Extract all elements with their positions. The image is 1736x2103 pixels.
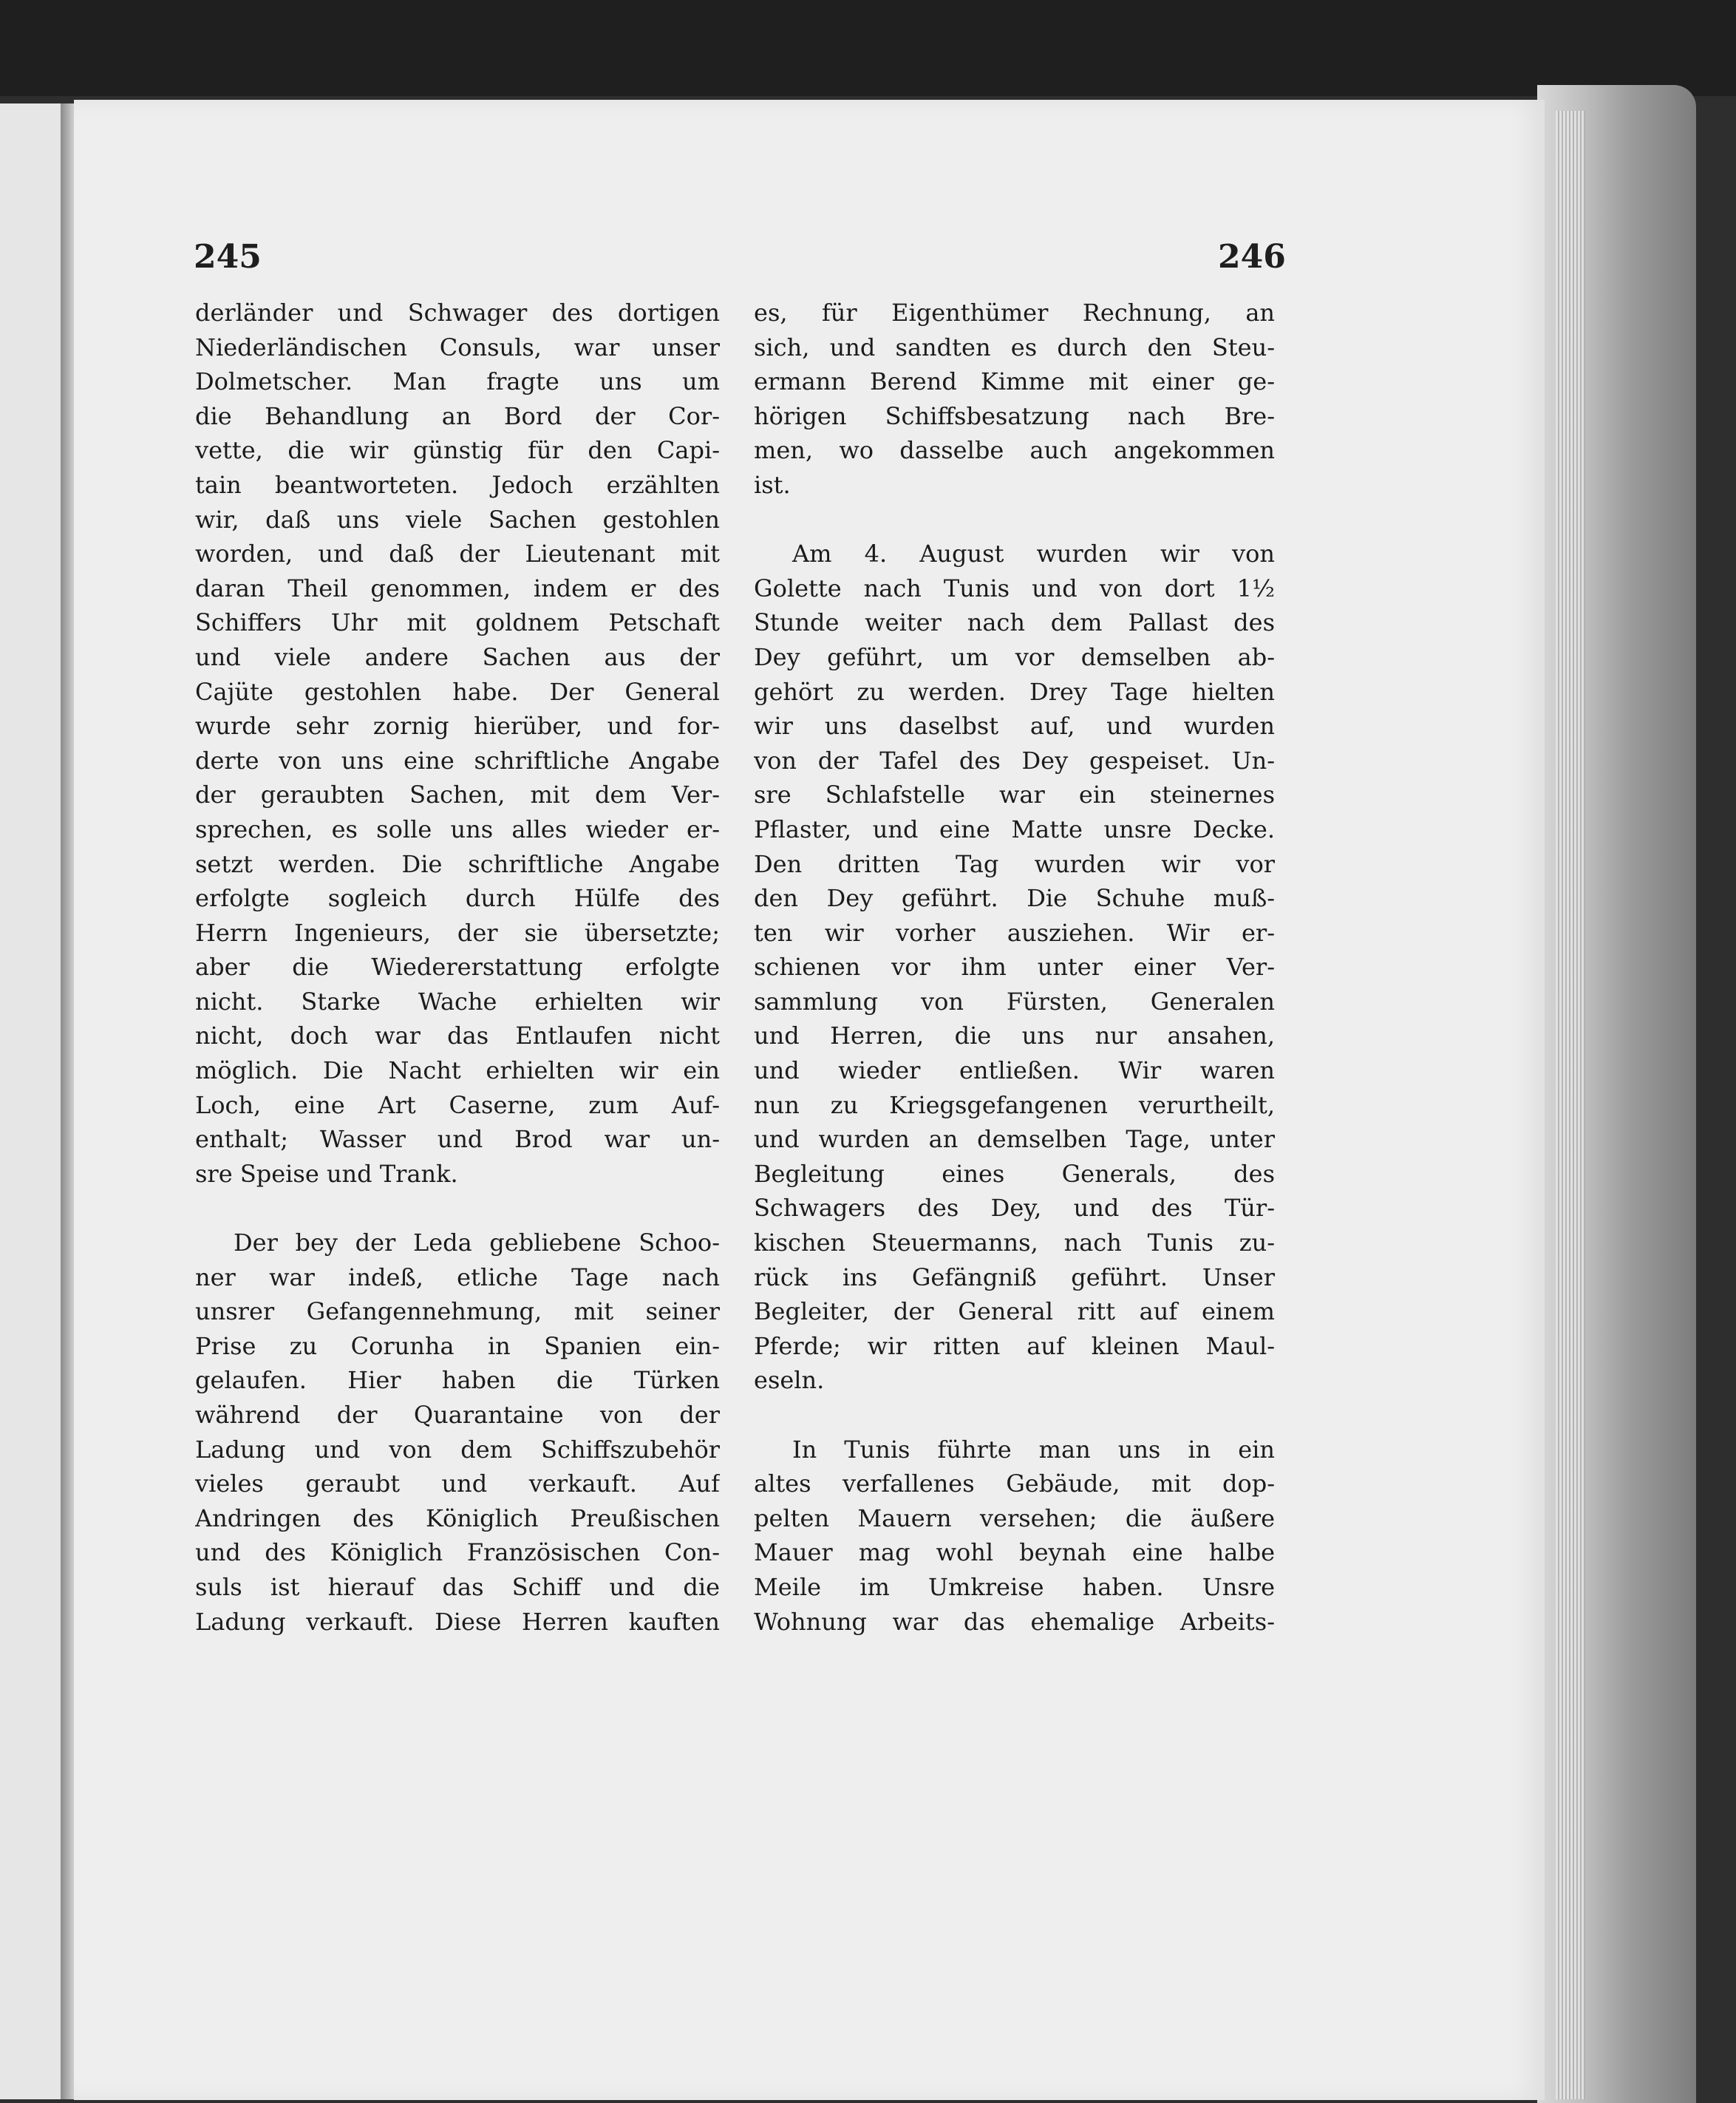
paragraph-gap — [195, 1191, 720, 1226]
text-line: suls ist hierauf das Schiff und die — [195, 1572, 720, 1601]
text-line: Ladung verkauft. Diese Herren kauften — [195, 1607, 720, 1636]
text-line: aber die Wiedererstattung erfolgte — [195, 953, 720, 982]
text-line: men, wo dasselbe auch angekommen — [754, 436, 1275, 465]
text-line: der geraubten Sachen, mit dem Ver- — [195, 781, 720, 809]
text-line: Pferde; wir ritten auf kleinen Maul- — [754, 1331, 1275, 1360]
text-line: nicht, doch war das Entlaufen nicht — [195, 1022, 720, 1050]
text-line: eseln. — [754, 1366, 825, 1395]
text-line: ner war indeß, etliche Tage nach — [195, 1263, 720, 1291]
text-line: möglich. Die Nacht erhielten wir ein — [195, 1056, 720, 1085]
scan-background — [0, 0, 1736, 96]
text-line: vieles geraubt und verkauft. Auf — [195, 1470, 720, 1498]
text-line: Ladung und von dem Schiffszubehör — [195, 1435, 720, 1464]
text-line: Begleiter, der General ritt auf einem — [754, 1297, 1275, 1326]
text-line: ermann Berend Kimme mit einer ge- — [754, 367, 1275, 396]
text-line: vette, die wir günstig für den Capi- — [195, 436, 720, 465]
page-stack-leaves — [1556, 111, 1585, 2099]
page-number-right: 246 — [1218, 238, 1286, 276]
text-line: gelaufen. Hier haben die Türken — [195, 1366, 720, 1395]
text-line: hörigen Schiffsbesatzung nach Bre- — [754, 401, 1275, 430]
paragraph-gap — [754, 1398, 1275, 1433]
text-line: setzt werden. Die schriftliche Angabe — [195, 849, 720, 878]
text-line: nicht. Starke Wache erhielten wir — [195, 987, 720, 1016]
text-line: gehört zu werden. Drey Tage hielten — [754, 677, 1275, 706]
text-line: Schiffers Uhr mit goldnem Petschaft — [195, 608, 720, 637]
text-line: von der Tafel des Dey gespeiset. Un- — [754, 746, 1275, 775]
text-line: Loch, eine Art Caserne, zum Auf- — [195, 1090, 720, 1119]
text-line: Stunde weiter nach dem Pallast des — [754, 608, 1275, 637]
paragraph-gap — [754, 503, 1275, 537]
text-line: sre Speise und Trank. — [195, 1159, 458, 1188]
text-line: Wohnung war das ehemalige Arbeits- — [754, 1607, 1275, 1636]
facing-page-edge — [0, 103, 63, 2099]
text-line: enthalt; Wasser und Brod war un- — [195, 1125, 720, 1154]
text-line: Andringen des Königlich Preußischen — [195, 1504, 720, 1532]
text-line: Dolmetscher. Man fragte uns um — [195, 367, 720, 396]
text-line: In Tunis führte man uns in ein — [792, 1435, 1275, 1464]
text-line: pelten Mauern versehen; die äußere — [754, 1504, 1275, 1532]
text-line: und wieder entließen. Wir waren — [754, 1056, 1275, 1085]
text-line: die Behandlung an Bord der Cor- — [195, 401, 720, 430]
text-line: altes verfallenes Gebäude, mit dop- — [754, 1470, 1275, 1498]
text-line: Am 4. August wurden wir von — [792, 540, 1275, 568]
text-line: Den dritten Tag wurden wir vor — [754, 849, 1275, 878]
text-line: sammlung von Fürsten, Generalen — [754, 987, 1275, 1016]
text-line: sprechen, es solle uns alles wieder er- — [195, 815, 720, 843]
text-line: kischen Steuermanns, nach Tunis zu- — [754, 1229, 1275, 1257]
left-column — [195, 296, 720, 1639]
text-line: daran Theil genommen, indem er des — [195, 574, 720, 602]
right-column — [754, 296, 1275, 1639]
text-line: und des Königlich Französischen Con- — [195, 1538, 720, 1567]
text-line: während der Quarantaine von der — [195, 1401, 720, 1429]
text-line: und wurden an demselben Tage, unter — [754, 1125, 1275, 1154]
text-line: und Herren, die uns nur ansahen, — [754, 1022, 1275, 1050]
text-line: Herrn Ingenieurs, der sie übersetzte; — [195, 918, 720, 947]
text-line: Cajüte gestohlen habe. Der General — [195, 677, 720, 706]
text-line: Der bey der Leda gebliebene Schoo- — [234, 1229, 720, 1257]
text-line: sre Schlafstelle war ein steinernes — [754, 781, 1275, 809]
text-line: nun zu Kriegsgefangenen verurtheilt, — [754, 1090, 1275, 1119]
text-line: wir uns daselbst auf, und wurden — [754, 712, 1275, 741]
text-line: ten wir vorher ausziehen. Wir er- — [754, 918, 1275, 947]
text-line: sich, und sandten es durch den Steu- — [754, 333, 1275, 361]
text-line: Niederländischen Consuls, war unser — [195, 333, 720, 361]
text-line: Dey geführt, um vor demselben ab- — [754, 642, 1275, 671]
text-line: derländer und Schwager des dortigen — [195, 299, 720, 327]
text-line: tain beantworteten. Jedoch erzählten — [195, 470, 720, 499]
text-line: derte von uns eine schriftliche Angabe — [195, 746, 720, 775]
text-line: wurde sehr zornig hierüber, und for- — [195, 712, 720, 741]
text-line: Pflaster, und eine Matte unsre Decke. — [754, 815, 1275, 843]
text-line: erfolgte sogleich durch Hülfe des — [195, 884, 720, 913]
text-line: Begleitung eines Generals, des — [754, 1159, 1275, 1188]
text-line: Golette nach Tunis und von dort 1½ — [754, 574, 1275, 602]
text-line: ist. — [754, 470, 791, 499]
text-line: Meile im Umkreise haben. Unsre — [754, 1572, 1275, 1601]
text-line: schienen vor ihm unter einer Ver- — [754, 953, 1275, 982]
text-line: den Dey geführt. Die Schuhe muß- — [754, 884, 1275, 913]
text-line: wir, daß uns viele Sachen gestohlen — [195, 505, 720, 534]
text-line: Mauer mag wohl beynah eine halbe — [754, 1538, 1275, 1567]
text-line: rück ins Gefängniß geführt. Unser — [754, 1263, 1275, 1291]
text-line: unsrer Gefangennehmung, mit seiner — [195, 1297, 720, 1326]
gutter-shadow — [61, 103, 74, 2099]
text-line: Schwagers des Dey, und des Tür- — [754, 1194, 1275, 1223]
text-line: worden, und daß der Lieutenant mit — [195, 540, 720, 568]
page-number-left: 245 — [194, 238, 262, 276]
text-line: Prise zu Corunha in Spanien ein- — [195, 1331, 720, 1360]
text-line: es, für Eigenthümer Rechnung, an — [754, 299, 1275, 327]
text-line: und viele andere Sachen aus der — [195, 642, 720, 671]
